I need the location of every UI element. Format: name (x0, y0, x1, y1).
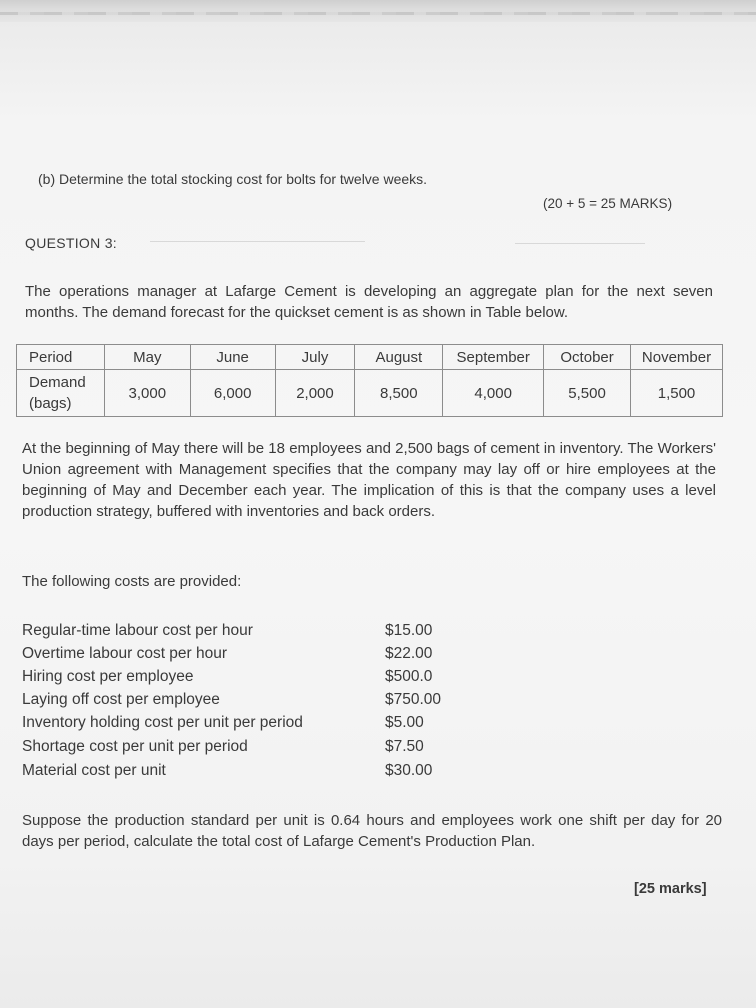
demand-cell: 8,500 (355, 370, 443, 417)
cost-value: $5.00 (385, 714, 424, 731)
paper-top-edge (0, 0, 756, 22)
question-context: At the beginning of May there will be 18 employees and 2,500 bags of cement in inventory. The Workers' Union agreement with Management specifies that the company may lay off or hire employees at the beginning of May and December each year. The implication of this is that the company uses a level production strategy, buffered with inventories and back orders. (22, 440, 716, 520)
period-label: Period (17, 345, 105, 370)
cost-row (0, 735, 756, 758)
cost-row (0, 711, 756, 734)
cost-value: $15.00 (385, 622, 433, 639)
month-cell: June (190, 345, 275, 370)
cost-label: Inventory holding cost per unit per period (22, 714, 303, 731)
question-intro: The operations manager at Lafarge Cement is developing an aggregate plan for the next seven months. The demand forecast for the quickset cement is as shown in Table below. (25, 283, 713, 321)
demand-cell: 3,000 (104, 370, 190, 417)
table-header-row (17, 345, 723, 370)
question-marks: [25 marks] (634, 881, 707, 897)
cost-label: Overtime labour cost per hour (22, 645, 228, 662)
cost-row (0, 665, 756, 688)
month-cell: November (631, 345, 723, 370)
faint-rule-left (150, 241, 365, 242)
faint-rule-right (515, 243, 645, 244)
part-b-question: (b) Determine the total stocking cost for bolts for twelve weeks. (38, 171, 428, 187)
month-cell: August (355, 345, 443, 370)
part-b-marks: (20 + 5 = 25 MARKS) (543, 196, 673, 211)
cost-value: $500.0 (385, 668, 433, 685)
demand-label-line2: (bags) (29, 395, 72, 412)
table-demand-row (17, 370, 723, 417)
cost-value: $7.50 (385, 738, 424, 755)
question-task: Suppose the production standard per unit is 0.64 hours and employees work one shift per day for 20 days per period, calculate the total cost of Lafarge Cement's Production Plan. (22, 812, 722, 850)
cost-row (0, 619, 756, 642)
month-cell: September (443, 345, 544, 370)
demand-cell: 5,500 (544, 370, 631, 417)
cost-label: Material cost per unit (22, 762, 166, 779)
month-cell: May (104, 345, 190, 370)
demand-label-line1: Demand (29, 374, 86, 391)
costs-intro: The following costs are provided: (22, 573, 242, 590)
cost-label: Hiring cost per employee (22, 668, 194, 685)
demand-cell: 2,000 (275, 370, 355, 417)
demand-label (17, 370, 105, 417)
cost-row (0, 688, 756, 711)
cost-label: Shortage cost per unit per period (22, 738, 248, 755)
cost-value: $30.00 (385, 762, 433, 779)
demand-cell: 4,000 (443, 370, 544, 417)
month-cell: July (275, 345, 355, 370)
question-heading: QUESTION 3: (25, 235, 117, 251)
cost-row (0, 759, 756, 782)
cost-value: $750.00 (385, 691, 442, 708)
demand-table (16, 344, 723, 417)
month-cell: October (544, 345, 631, 370)
cost-label: Laying off cost per employee (22, 691, 220, 708)
cost-row (0, 642, 756, 665)
demand-cell: 1,500 (631, 370, 723, 417)
cost-label: Regular-time labour cost per hour (22, 622, 253, 639)
cost-value: $22.00 (385, 645, 433, 662)
demand-cell: 6,000 (190, 370, 275, 417)
